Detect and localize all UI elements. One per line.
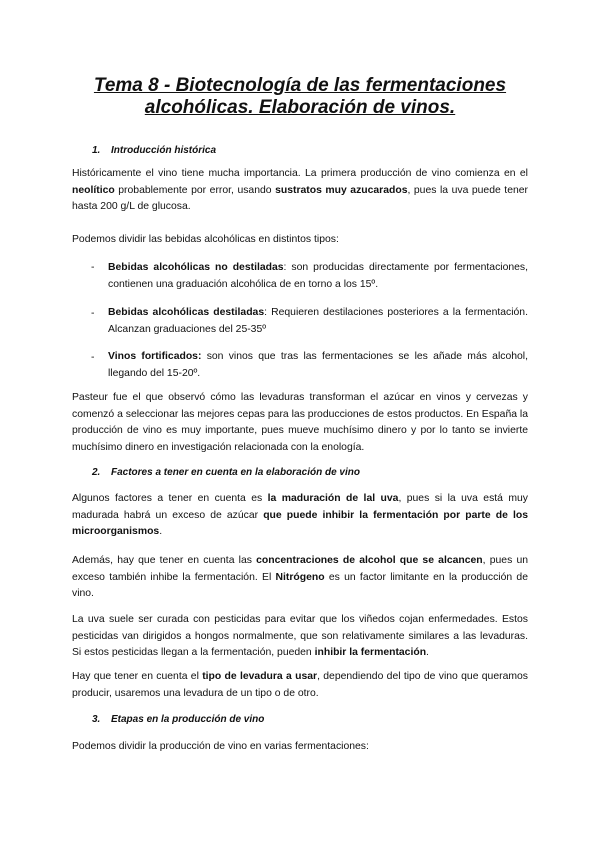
bullet-item-fortified: Vinos fortificados: son vinos que tras las fermentaciones se les añade más alcohol, llegando del 15-20º. <box>108 351 529 379</box>
section-label: Factores a tener en cuenta en la elaboración de vino <box>111 467 360 478</box>
section-heading-intro <box>92 145 216 156</box>
bullet-item-distilled: Bebidas alcohólicas destiladas: Requieren destilaciones posteriores a la fermentación. Alcanzan graduaciones del 25-35º <box>108 307 528 335</box>
bullet-dash: - <box>91 308 95 319</box>
intro-paragraph-2: Podemos dividir las bebidas alcohólicas en distintos tipos: <box>72 234 339 245</box>
bullet-item-non-distilled: Bebidas alcohólicas no destiladas: son producidas directamente por fermentaciones, contienen una graduación alcohólica de en torno a los 15º. <box>108 262 528 290</box>
factors-paragraph-2: Además, hay que tener en cuenta las concentraciones de alcohol que se alcancen, pues un exceso también inhibe la fermentación. El Nitrógeno es un factor limitante en la producción de vino. <box>72 555 529 600</box>
intro-paragraph-1: Históricamente el vino tiene mucha importancia. La primera producción de vino comienza en el neolítico probablemente por error, usando sustratos muy azucarados, pues la uva puede tener hasta 200 g/L de glucosa. <box>72 168 528 213</box>
stages-paragraph-1: Podemos dividir la producción de vino en varias fermentaciones: <box>72 741 369 752</box>
document-title-line-2: alcohólicas. Elaboración de vinos. <box>144 97 456 118</box>
intro-paragraph-3: Pasteur fue el que observó cómo las levaduras transforman el azúcar en vinos y cervezas y comenzó a seleccionar las mejores cepas para las producciones de estos productos. En España la producción de vino es muy importante, pues mueve muchísimo dinero y por lo tanto se invierte muchísimo dinero en investigación relacionada con la enología. <box>72 392 528 453</box>
section-label: Etapas en la producción de vino <box>111 714 265 725</box>
factors-paragraph-4: Hay que tener en cuenta el tipo de levadura a usar, dependiendo del tipo de vino que queramos producir, usaremos una levadura de un tipo o de otro. <box>72 671 528 699</box>
section-number: 2. <box>92 467 101 478</box>
factors-paragraph-1: Algunos factores a tener en cuenta es la maduración de lal uva, pues si la uva está muy madurada habrá un exceso de azúcar que puede inhibir la fermentación por parte de los microorganismos. <box>72 493 528 538</box>
document-title-line-1: Tema 8 - Biotecnología de las fermentaciones <box>93 75 507 96</box>
bullet-dash: - <box>91 352 95 363</box>
section-heading-factors <box>92 467 360 478</box>
section-number: 3. <box>92 714 101 725</box>
factors-paragraph-3: La uva suele ser curada con pesticidas para evitar que los viñedos cojan enfermedades. Estos pesticidas van dirigidos a hongos normalmente, que son relativamente similares a las levaduras. Si estos pesticidas llegan a la fermentación, pueden inhibir la fermentación. <box>72 614 528 659</box>
section-number: 1. <box>92 145 101 156</box>
bullet-dash: - <box>91 262 95 273</box>
section-heading-stages <box>92 714 264 725</box>
section-label: Introducción histórica <box>111 145 217 156</box>
